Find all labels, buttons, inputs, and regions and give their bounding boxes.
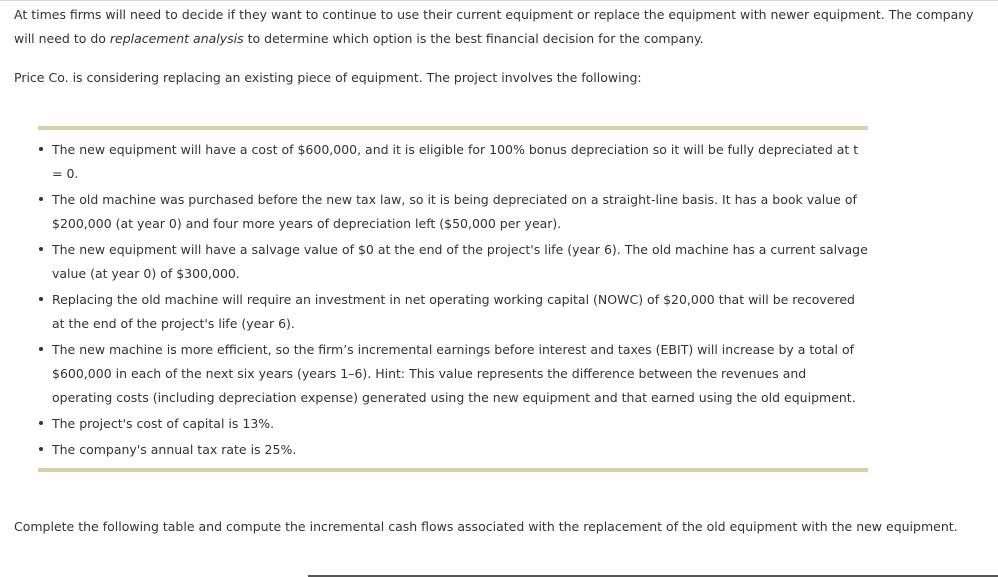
list-item	[38, 338, 868, 410]
top-border	[0, 0, 998, 1]
intro-text-start: At times firms will need to decide if they want to continue to use their current equipment or replace the equipment with newer equipment. The company will need to do	[14, 7, 974, 46]
list-item	[38, 438, 868, 462]
closing-paragraph: Complete the following table and compute the incremental cash flows associated with the replacement of the old equipment with the new equipment.	[14, 519, 958, 534]
bullet-icon	[39, 247, 43, 251]
list-item	[38, 188, 868, 236]
bullet-icon	[39, 147, 43, 151]
bullet-icon	[39, 297, 43, 301]
intro-key-term: replacement analysis	[109, 31, 244, 46]
assumptions-list	[38, 138, 868, 464]
bottom-divider	[38, 468, 868, 472]
list-item	[38, 138, 868, 186]
list-item	[38, 288, 868, 336]
list-item-text: The new equipment will have a salvage value of $0 at the end of the project's life (year 6). The old machine has a current salvage value (at year 0) of $300,000.	[52, 242, 868, 281]
lead-paragraph: Price Co. is considering replacing an existing piece of equipment. The project involves the following:	[14, 70, 642, 85]
intro-paragraph	[14, 3, 974, 51]
list-item-text: The company's annual tax rate is 25%.	[52, 442, 297, 457]
bullet-icon	[39, 421, 43, 425]
bullet-icon	[39, 347, 43, 351]
list-item	[38, 412, 868, 436]
top-divider	[38, 126, 868, 130]
list-item-text: Replacing the old machine will require an investment in net operating working capital (NOWC) of $20,000 that will be recovered at the end of the project's life (year 6).	[52, 292, 855, 331]
list-item-text: The new equipment will have a cost of $600,000, and it is eligible for 100% bonus depreciation so it will be fully depreciated at t = 0.	[52, 142, 859, 181]
list-item-text: The new machine is more efficient, so the firm’s incremental earnings before interest and taxes (EBIT) will increase by a total of $600,000 in each of the next six years (years 1–6). Hint: This value represents the difference between the revenues and operating costs (including depreciation expense) generated using the new equipment and that earned using the old equipment.	[52, 342, 856, 405]
list-item	[38, 238, 868, 286]
bullet-icon	[39, 447, 43, 451]
list-item-text: The project's cost of capital is 13%.	[52, 416, 275, 431]
intro-text-end: to determine which option is the best financial decision for the company.	[243, 31, 704, 46]
list-item-text: The old machine was purchased before the new tax law, so it is being depreciated on a straight-line basis. It has a book value of $200,000 (at year 0) and four more years of depreciation left ($50,000 per year).	[52, 192, 857, 231]
bullet-icon	[39, 197, 43, 201]
